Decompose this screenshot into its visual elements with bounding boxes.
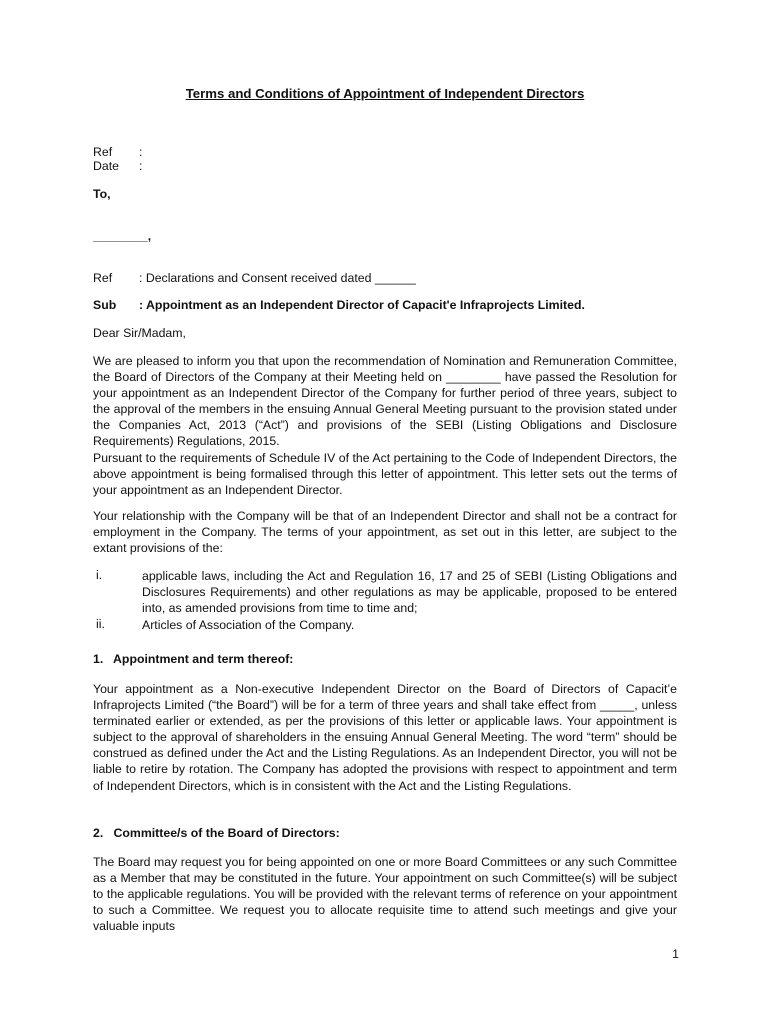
header-ref-label: Ref bbox=[93, 145, 113, 159]
section-body-appointment: Your appointment as a Non-executive Independent Director on the Board of Directors of Capacit’e Infraprojects Limited (“the Board”) will be for a term of three years and shall take effect from _____, unless terminated earlier or extended, as per the provisions of this letter or applicable laws. Your appointment is subject to the approval of shareholders in the ensuing Annual General Meeting. The word “term” should be construed as defined under the Act and the Listing Regulations. As an Independent Director, you will not be liable to retire by rotation. The Company has adopted the provisions with respect to appointment and term of Independent Directors, which is in consistent with the Act and the Listing Regulations. bbox=[93, 682, 677, 793]
page-number: 1 bbox=[672, 947, 679, 961]
reference-sub-label: Sub bbox=[93, 298, 117, 312]
reference-ref-label: Ref bbox=[93, 271, 113, 285]
list-item-text: Articles of Association of the Company. bbox=[142, 618, 355, 632]
reference-ref-text: : Declarations and Consent received dated ______ bbox=[139, 271, 416, 285]
document-title: Terms and Conditions of Appointment of Independent Directors bbox=[185, 86, 585, 101]
reference-sub-text: : Appointment as an Independent Director of Capacit'e Infraprojects Limited. bbox=[139, 298, 585, 312]
header-ref-colon: : bbox=[139, 145, 143, 159]
section-heading-committees: 2. Committee/s of the Board of Directors: bbox=[93, 826, 340, 840]
list-item-number: ii. bbox=[96, 617, 105, 631]
list-item-text: applicable laws, including the Act and Regulation 16, 17 and 25 of SEBI (Listing Obligations and Disclosures Requirements) and other regulations as may be applicable, proposed to be entered into, as amended provisions from time to time and; bbox=[142, 569, 677, 616]
paragraph-schedule-iv: Pursuant to the requirements of Schedule IV of the Act pertaining to the Code of Independent Directors, the above appointment is being formalised through this letter of appointment. This letter sets out the terms of your appointment as an Independent Director. bbox=[93, 451, 677, 498]
paragraph-relationship: Your relationship with the Company will be that of an Independent Director and shall not be a contract for employment in the Company. The terms of your appointment, as set out in this letter, are subject to the extant provisions of the: bbox=[93, 509, 677, 556]
to-label: To, bbox=[93, 187, 111, 201]
paragraph-recommendation: We are pleased to inform you that upon the recommendation of Nomination and Remuneration Committee, the Board of Directors of the Company at their Meeting held on ________ have passed the Resolution for your appointment as an Independent Director of the Company for further period of three years, subject to the approval of the members in the ensuing Annual General Meeting pursuant to the provision stated under the Companies Act, 2013 (“Act”) and provisions of the SEBI (Listing Obligations and Disclosure Requirements) Regulations, 2015. bbox=[93, 354, 677, 449]
list-item-number: i. bbox=[96, 568, 103, 582]
salutation: Dear Sir/Madam, bbox=[93, 326, 186, 340]
header-date-colon: : bbox=[139, 159, 143, 173]
header-date-label: Date bbox=[93, 159, 119, 173]
section-body-committees: The Board may request you for being appointed on one or more Board Committees or any such Committee as a Member that may be constituted in the future. Your appointment on such Committee(s) will be subject to the applicable regulations. You will be provided with the relevant terms of reference on your appointment to such a Committee. We request you to allocate requisite time to attend such meetings and give your valuable inputs bbox=[93, 855, 677, 934]
section-heading-appointment: 1. Appointment and term thereof: bbox=[93, 652, 294, 666]
addressee-blank: ________, bbox=[93, 229, 152, 243]
